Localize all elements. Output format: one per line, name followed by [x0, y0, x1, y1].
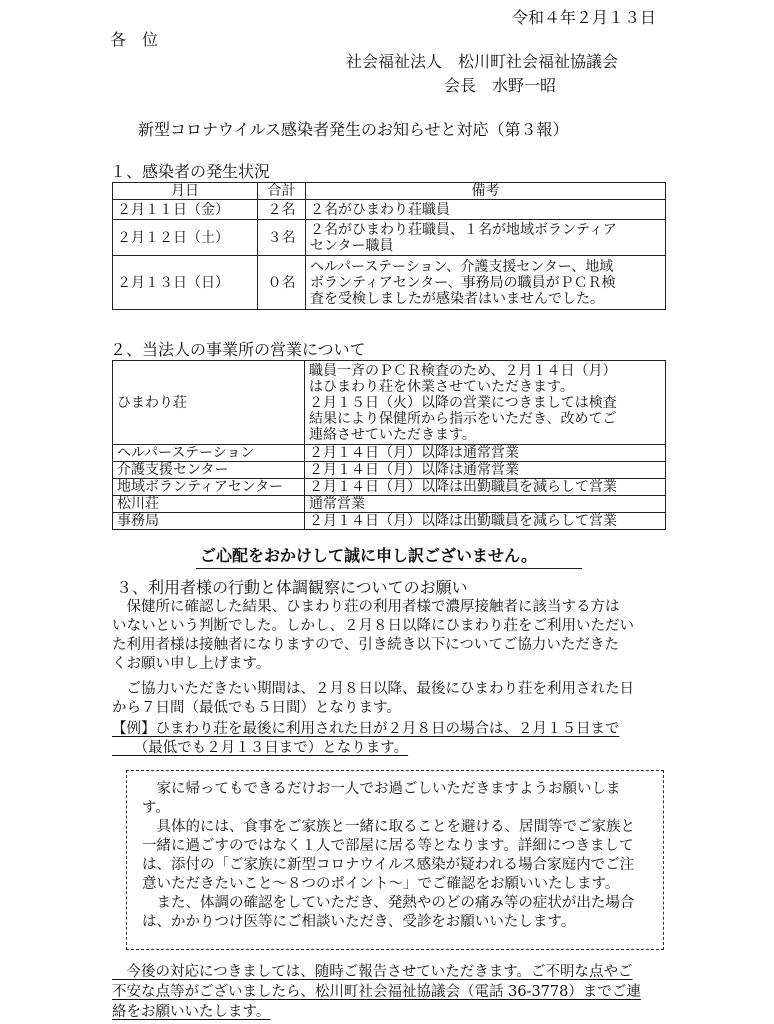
office-name: 地域ボランティアセンター	[113, 479, 305, 496]
box-line: す。	[142, 800, 170, 816]
paragraph-line: ご協力いただきたい期間は、２月８日以降、最後にひまわり荘を利用された日	[112, 681, 634, 697]
box-line: 具体的には、食事をご家族と一緒に取ることを避ける、居間等でご家族と	[142, 819, 635, 835]
example-line: 【例】ひまわり荘を最後に利用された日が２月８日の場合は、２月１５日まで	[112, 721, 620, 737]
row-date: ２月１２日（土）	[113, 220, 258, 256]
table-row	[113, 445, 666, 462]
column-header-note: 備考	[306, 183, 666, 200]
president-name: 会長 水野一昭	[444, 76, 557, 95]
apology-text: ご心配をおかけして誠に申し訳ございません。	[200, 546, 537, 565]
office-status: ２月１４日（月）以降は出勤職員を減らして営業	[305, 479, 666, 496]
section2-heading: ２、当法人の事業所の営業について	[110, 340, 366, 359]
box-line: 家に帰ってもできるだけお一人でお過ごしいただきますようお願いしま	[142, 781, 621, 797]
closing-paragraph	[112, 962, 641, 1022]
closing-line: 絡をお願いいたします。	[112, 1004, 271, 1020]
row-note: ２名がひまわり荘職員	[306, 200, 666, 220]
row-date: ２月１１日（金）	[113, 200, 258, 220]
office-status: ２月１４日（月）以降は通常営業	[305, 462, 666, 479]
column-header-date: 月日	[113, 183, 258, 200]
row-note: ヘルパーステーション、介護支援センター、地域 ボランティアセンター、事務局の職員がＰＣＲ検 査を受検しましたが感染者はいませんでした。	[306, 256, 666, 310]
table-header-row	[113, 183, 666, 200]
paragraph-line: から７日間（最低でも５日間）となります。	[112, 700, 401, 716]
paragraph-line: た利用者様は接触者になりますので、引き続き以下についてご協力いただきた	[112, 637, 619, 653]
table-row	[113, 256, 666, 310]
document-date: 令和４年２月１３日	[512, 8, 657, 27]
closing-line: 今後の対応につきましては、随時ご報告させていただきます。ご不明な点やご	[112, 964, 633, 980]
table-row	[113, 479, 666, 496]
apology-underline	[196, 568, 582, 569]
table-row	[113, 361, 666, 445]
office-name: ひまわり荘	[113, 361, 305, 445]
box-line: また、体調の確認をしていただき、発熱やのどの痛み等の症状が出た場合	[142, 895, 635, 911]
box-line: は、かかりつけ医等にご相談いただき、受診をお願いいたします。	[142, 914, 576, 930]
example-line: （最低でも２月１３日まで）となります。	[112, 740, 409, 756]
infection-status-table	[112, 182, 666, 310]
paragraph-line: いないという判断でした。しかし、２月８日以降にひまわり荘をご利用いただい	[112, 618, 634, 634]
paragraph-line: 保健所に確認した結果、ひまわり荘の利用者様で濃厚接触者に該当する方は	[112, 599, 620, 615]
table-row	[113, 220, 666, 256]
office-operations-table	[112, 360, 666, 530]
row-total: ３名	[258, 220, 306, 256]
row-date: ２月１３日（日）	[113, 256, 258, 310]
office-status: 職員一斉のＰＣＲ検査のため、２月１４日（月） はひまわり荘を休業させていただきます。 ２月１５日（火）以降の営業につきましては検査 結果により保健所から指示をいただき、改めてご 連絡させていただきます。	[305, 361, 666, 445]
office-status: ２月１４日（月）以降は通常営業	[305, 445, 666, 462]
office-status: ２月１４日（月）以降は出勤職員を減らして営業	[305, 513, 666, 530]
row-note: ２名がひまわり荘職員、１名が地域ボランティア センター職員	[306, 220, 666, 256]
example-block	[112, 720, 620, 758]
office-name: ヘルパーステーション	[113, 445, 305, 462]
office-name: 松川荘	[113, 496, 305, 513]
addressee: 各 位	[110, 30, 159, 49]
box-line: 一緒に過ごすのではなく１人で部屋に居る等となります。詳細につきまして	[142, 838, 634, 854]
table-row	[113, 462, 666, 479]
document-title: 新型コロナウイルス感染者発生のお知らせと対応（第３報）	[138, 120, 569, 139]
column-header-total: 合計	[258, 183, 306, 200]
office-name: 事務局	[113, 513, 305, 530]
section3-paragraph-1	[112, 598, 634, 674]
office-name: 介護支援センター	[113, 462, 305, 479]
office-status: 通常営業	[305, 496, 666, 513]
box-line: は、添付の「ご家族に新型コロナウイルス感染が疑われる場合家庭内でご注	[142, 857, 635, 873]
closing-line: 不安な点等がございましたら、松川町社会福祉協議会（電話 36-3778）までご連	[112, 984, 641, 1000]
box-line: 意いただきたいこと～８つのポイント～」でご確認をお願いいたします。	[142, 876, 620, 892]
row-total: ０名	[258, 256, 306, 310]
table-row	[113, 496, 666, 513]
organization-name: 社会福祉法人 松川町社会福祉協議会	[346, 52, 619, 71]
section3-heading: ３、利用者様の行動と体調観察についてのお願い	[116, 578, 468, 597]
table-row	[113, 513, 666, 530]
paragraph-line: くお願い申し上げます。	[112, 656, 271, 672]
row-total: ２名	[258, 200, 306, 220]
section3-paragraph-2	[112, 680, 634, 718]
section1-heading: １、感染者の発生状況	[110, 162, 271, 181]
request-box-text	[142, 780, 635, 932]
table-row	[113, 200, 666, 220]
